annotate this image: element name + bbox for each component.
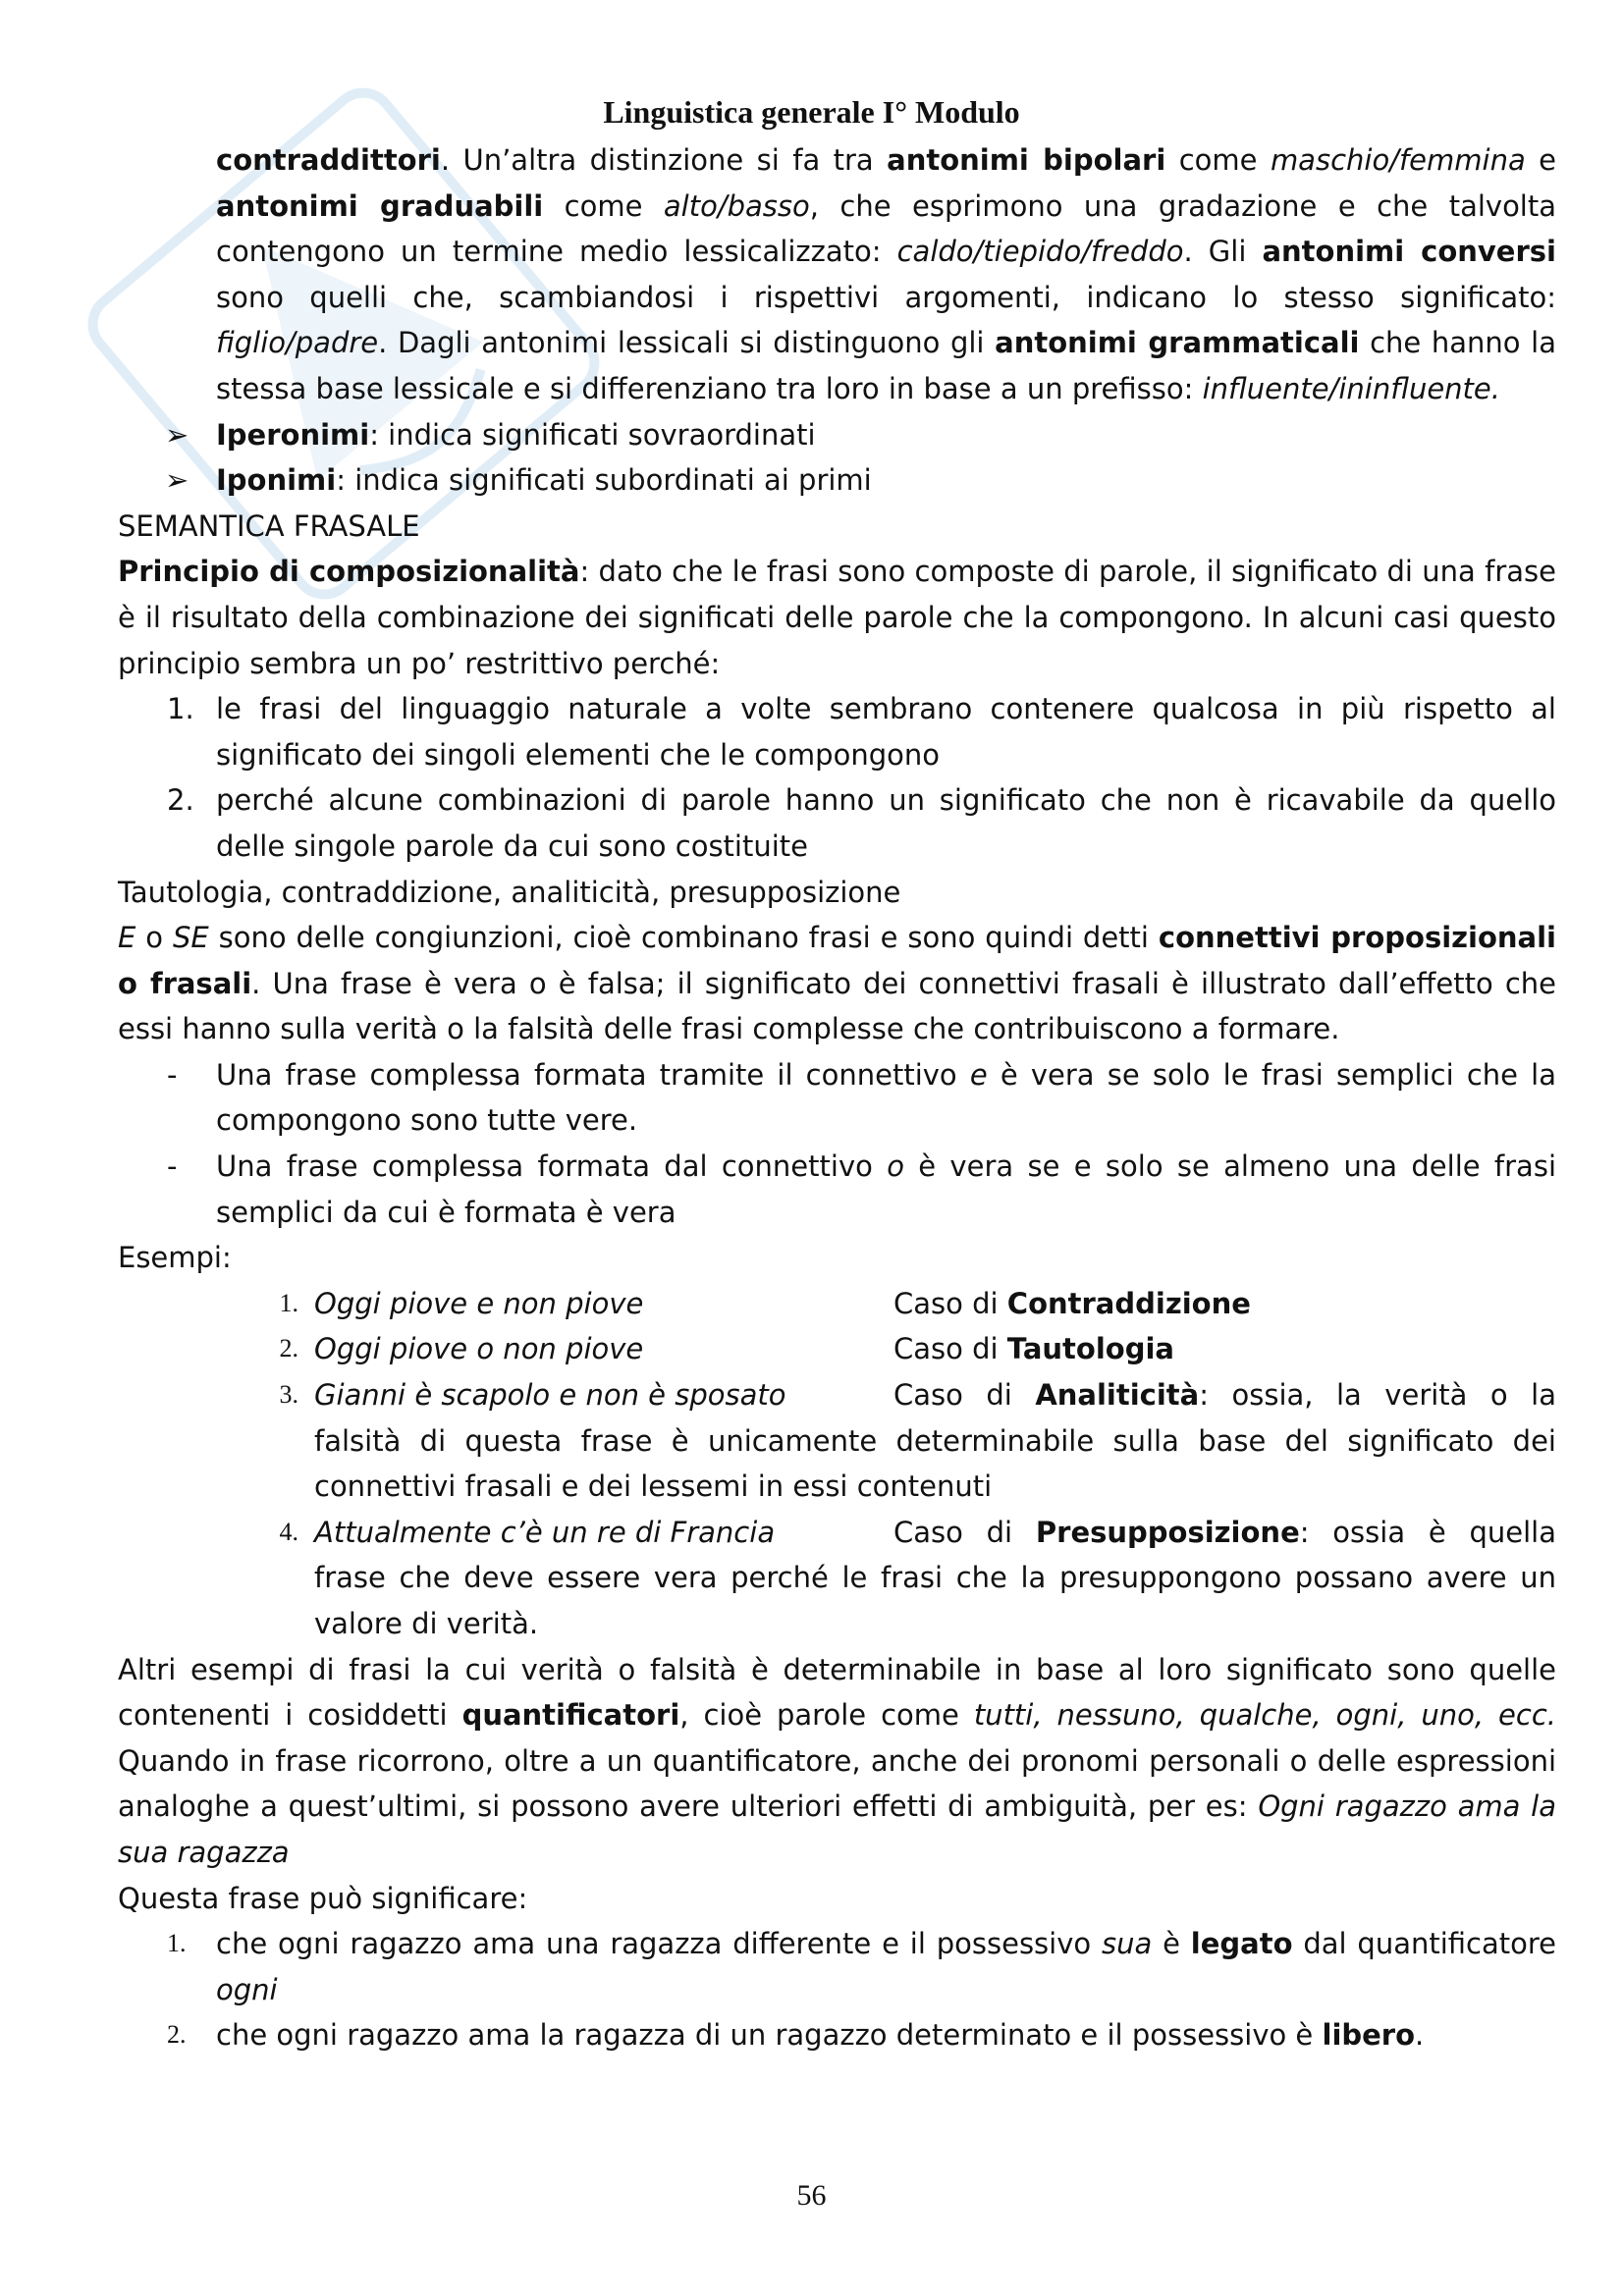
- document-body: [118, 137, 1556, 2058]
- example-item: 2. Oggi piove o non piove Caso di Tautologia: [279, 1332, 1174, 1366]
- page-header: Linguistica generale I° Modulo: [603, 94, 1020, 130]
- principle-paragraph: Principio di composizionalità: dato che le frasi sono composte di parole, il significato di una frase è il risultato della combinazione dei significati delle parole che la compongono. In alcuni casi questo principio sembra un po’ restrittivo perché:: [118, 555, 1556, 680]
- list-item: 1. le frasi del linguaggio naturale a volte sembrano contenere qualcosa in più rispetto al significato dei singoli elementi che le compongono: [167, 692, 1556, 772]
- topics-line: Tautologia, contraddizione, analiticità, presupposizione: [118, 875, 901, 909]
- meaning-label: Questa frase può significare:: [118, 1881, 528, 1915]
- list-item: 2. che ogni ragazzo ama la ragazza di un ragazzo determinato e il possessivo è libero.: [167, 2018, 1425, 2053]
- bullet-item: ➢ Iponimi: indica significati subordinati ai primi: [118, 457, 1556, 504]
- examples-label: Esempi:: [118, 1241, 232, 1275]
- intro-paragraph: contraddittori. Un’altra distinzione si fa tra antonimi bipolari come maschio/femmina e antonimi graduabili come alto/basso, che esprimono una gradazione e che talvolta contengono un termine medio lessicalizzato: caldo/tiepido/freddo. Gli antonimi conversi sono quelli che, scambiandosi i rispettivi argomenti, indicano lo stesso significato: figlio/padre. Dagli antonimi lessicali si distinguono gli antonimi grammaticali che hanno la stessa base lessicale e si differenziano tra loro in base a un prefisso: influente/ininfluente.: [216, 143, 1557, 405]
- dash-item: - Una frase complessa formata tramite il connettivo e è vera se solo le frasi semplici che la compongono sono tutte vere.: [167, 1057, 1556, 1138]
- list-item: 1. che ogni ragazzo ama una ragazza differente e il possessivo sua è legato dal quantificatore ogni: [167, 1927, 1557, 2006]
- connectives-paragraph: E o SE sono delle congiunzioni, cioè combinano frasi e sono quindi detti connettivi proposizionali o frasali. Una frase è vera o è falsa; il significato dei connettivi frasali è illustrato dall’effetto che essi hanno sulla verità o la falsità delle frasi complesse che contribuiscono a formare.: [118, 921, 1557, 1046]
- arrow-bullet-icon: ➢: [165, 463, 189, 498]
- quantifiers-paragraph: Altri esempi di frasi la cui verità o falsità è determinabile in base al loro significato sono quelle contenenti i cosiddetti quantificatori, cioè parole come tutti, nessuno, qualche, ogni, uno, ecc. Quando in frase ricorrono, oltre a un quantificatore, anche dei pronomi personali o delle espressioni analoghe a quest’ultimi, si possono avere ulteriori effetti di ambiguità, per es: Ogni ragazzo ama la sua ragazza: [118, 1652, 1557, 1869]
- section-title: SEMANTICA FRASALE: [118, 508, 420, 543]
- example-item: 1. Oggi piove e non piove Caso di Contraddizione: [279, 1286, 1251, 1320]
- list-item: 2. perché alcune combinazioni di parole hanno un significato che non è ricavabile da quello delle singole parole da cui sono costituite: [167, 783, 1556, 863]
- example-item: 4. Attualmente c’è un re di Francia Caso di Presupposizione: ossia è quella frase che deve essere vera perché le frasi che la presuppongono possano avere un valore di verità.: [279, 1515, 1556, 1640]
- bullet-item: ➢ Iperonimi: indica significati sovraordinati: [118, 412, 1556, 458]
- arrow-bullet-icon: ➢: [165, 417, 189, 452]
- dash-item: - Una frase complessa formata dal connettivo o è vera se e solo se almeno una delle frasi semplici da cui è formata è vera: [167, 1149, 1556, 1229]
- page-number: 56: [796, 2179, 827, 2212]
- example-item: 3. Gianni è scapolo e non è sposato Caso di Analiticità: ossia, la verità o la falsità di questa frase è unicamente determinabile sulla base del significato dei connettivi frasali e dei lessemi in essi contenuti: [279, 1378, 1556, 1504]
